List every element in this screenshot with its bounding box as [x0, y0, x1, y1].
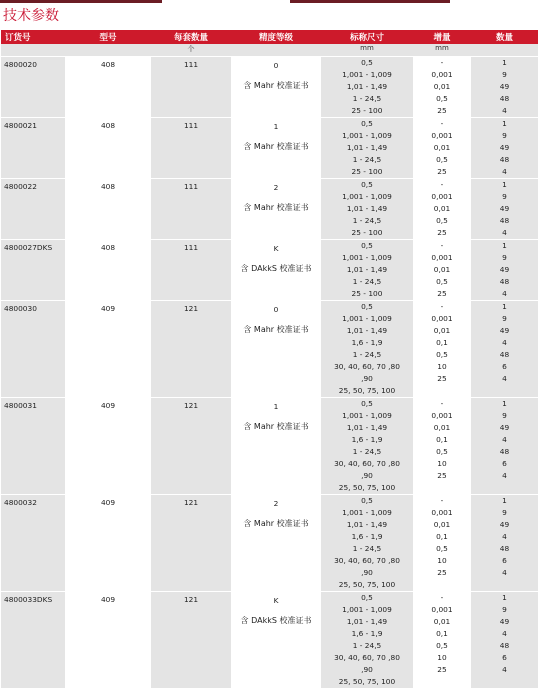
increment: 0,5 — [436, 155, 448, 164]
increment: 25 — [437, 665, 447, 674]
order-number: 4800031 — [1, 398, 65, 495]
grade-cell — [231, 398, 321, 495]
count: 48 — [499, 216, 510, 225]
counts-cell — [471, 240, 538, 301]
model-number: 409 — [65, 592, 151, 689]
increment — [413, 579, 471, 591]
increment: 0,001 — [431, 605, 453, 614]
nominal-size: 1,6 - 1,9 — [351, 629, 383, 638]
increment: 10 — [437, 459, 447, 468]
increments-cell — [413, 592, 471, 689]
nominal-size: 1,6 - 1,9 — [351, 338, 383, 347]
increment: - — [440, 399, 444, 408]
nominal-size: 1 - 24,5 — [352, 641, 382, 650]
table-row — [1, 240, 538, 301]
count: 1 — [502, 302, 507, 311]
nominal-size: 1 - 24,5 — [352, 277, 382, 286]
count: 49 — [499, 520, 510, 529]
order-number: 4800030 — [1, 301, 65, 398]
increment: 0,01 — [433, 82, 451, 91]
increment: 10 — [437, 653, 447, 662]
header-count: 数量 — [471, 30, 538, 44]
grade-value: K — [273, 596, 279, 605]
count: 1 — [502, 593, 507, 602]
count: 1 — [502, 119, 507, 128]
nominal-size: 1,01 - 1,49 — [346, 204, 388, 213]
increment: 0,5 — [436, 544, 448, 553]
nominal-size: 1 - 24,5 — [352, 216, 382, 225]
qty-per-set: 111 — [151, 240, 231, 301]
increments-cell — [413, 179, 471, 240]
grade-value: 0 — [273, 61, 279, 70]
order-number: 4800027DKS — [1, 240, 65, 301]
nominal-size: 1,01 - 1,49 — [346, 143, 388, 152]
count — [471, 482, 538, 494]
model-number: 409 — [65, 495, 151, 592]
header-nominal-size: 标称尺寸 — [321, 30, 413, 44]
nominal-size: 1,001 - 1,009 — [342, 131, 392, 140]
increment: 25 — [437, 374, 447, 383]
count: 4 — [502, 228, 507, 237]
increment — [413, 676, 471, 688]
nominal-size: 30, 40, 60, 70 ,80 — [334, 556, 400, 565]
increment: 0,01 — [433, 265, 451, 274]
count: 1 — [502, 399, 507, 408]
nominal-size: ,90 — [361, 568, 373, 577]
increments-cell — [413, 240, 471, 301]
count — [471, 385, 538, 397]
count: 48 — [499, 350, 510, 359]
count: 4 — [502, 532, 507, 541]
increment: 10 — [437, 556, 447, 565]
qty-per-set: 121 — [151, 398, 231, 495]
count: 6 — [502, 653, 507, 662]
qty-per-set: 121 — [151, 301, 231, 398]
order-number: 4800020 — [1, 57, 65, 118]
nominal-size: 1,01 - 1,49 — [346, 520, 388, 529]
count: 49 — [499, 143, 510, 152]
increment: 0,001 — [431, 192, 453, 201]
increment: 25 — [437, 289, 447, 298]
nominal-size: 1,001 - 1,009 — [342, 508, 392, 517]
nominal-size: 1 - 24,5 — [352, 94, 382, 103]
nominal-sizes-cell — [321, 398, 413, 495]
nominal-size: 0,5 — [361, 58, 373, 67]
model-number: 408 — [65, 118, 151, 179]
count — [471, 676, 538, 688]
qty-per-set: 111 — [151, 118, 231, 179]
increment: - — [440, 302, 444, 311]
nominal-size: 1,01 - 1,49 — [346, 326, 388, 335]
order-number: 4800032 — [1, 495, 65, 592]
nominal-size: 1 - 24,5 — [352, 544, 382, 553]
nominal-size: 30, 40, 60, 70 ,80 — [334, 459, 400, 468]
count: 9 — [502, 192, 507, 201]
nominal-size: 25, 50, 75, 100 — [338, 677, 396, 686]
nominal-size: 1,6 - 1,9 — [351, 532, 383, 541]
nominal-size: 25 - 100 — [351, 289, 383, 298]
increment: - — [440, 496, 444, 505]
grade-cell — [231, 301, 321, 398]
certificate-note: 含 DAkkS 校准证书 — [240, 616, 312, 625]
grade-value: 1 — [273, 402, 279, 411]
count: 1 — [502, 496, 507, 505]
nominal-sizes-cell — [321, 495, 413, 592]
qty-per-set: 111 — [151, 179, 231, 240]
grade-cell — [231, 57, 321, 118]
unit-grade — [231, 44, 321, 57]
increment: 0,001 — [431, 131, 453, 140]
increment — [413, 482, 471, 494]
increment: 0,5 — [436, 94, 448, 103]
counts-cell — [471, 398, 538, 495]
nominal-size: 25, 50, 75, 100 — [338, 386, 396, 395]
count: 9 — [502, 605, 507, 614]
increment: 0,001 — [431, 314, 453, 323]
increment: 0,5 — [436, 350, 448, 359]
increment: - — [440, 58, 444, 67]
increments-cell — [413, 495, 471, 592]
grade-cell — [231, 179, 321, 240]
count: 4 — [502, 289, 507, 298]
nominal-size: 0,5 — [361, 496, 373, 505]
count: 4 — [502, 665, 507, 674]
increment: 0,01 — [433, 617, 451, 626]
increments-cell — [413, 118, 471, 179]
nominal-size: 1,001 - 1,009 — [342, 192, 392, 201]
count: 1 — [502, 58, 507, 67]
nominal-size: ,90 — [361, 471, 373, 480]
increment: - — [440, 241, 444, 250]
qty-per-set: 111 — [151, 57, 231, 118]
increment: 0,01 — [433, 143, 451, 152]
nominal-size: 30, 40, 60, 70 ,80 — [334, 362, 400, 371]
increment: 25 — [437, 167, 447, 176]
grade-cell — [231, 118, 321, 179]
nominal-size: 25, 50, 75, 100 — [338, 483, 396, 492]
nominal-size: 25, 50, 75, 100 — [338, 580, 396, 589]
certificate-note: 含 Mahr 校准证书 — [243, 519, 309, 528]
count: 9 — [502, 411, 507, 420]
count: 4 — [502, 338, 507, 347]
counts-cell — [471, 592, 538, 689]
increment: 25 — [437, 471, 447, 480]
counts-cell — [471, 57, 538, 118]
count: 9 — [502, 70, 507, 79]
nominal-size: 1,6 - 1,9 — [351, 435, 383, 444]
count: 48 — [499, 94, 510, 103]
increment: 10 — [437, 362, 447, 371]
certificate-note: 含 Mahr 校准证书 — [243, 81, 309, 90]
counts-cell — [471, 495, 538, 592]
increment: 25 — [437, 106, 447, 115]
increments-cell — [413, 57, 471, 118]
count: 4 — [502, 435, 507, 444]
count: 4 — [502, 106, 507, 115]
counts-cell — [471, 118, 538, 179]
increment — [413, 385, 471, 397]
nominal-size: 1,001 - 1,009 — [342, 253, 392, 262]
increment: - — [440, 119, 444, 128]
unit-model — [65, 44, 151, 57]
header-increment: 增量 — [413, 30, 471, 44]
increment: 0,1 — [436, 532, 448, 541]
nominal-size: 1,001 - 1,009 — [342, 605, 392, 614]
increment: 0,01 — [433, 423, 451, 432]
certificate-note: 含 Mahr 校准证书 — [243, 142, 309, 151]
table-row — [1, 495, 538, 592]
nominal-size: 0,5 — [361, 302, 373, 311]
grade-value: 0 — [273, 305, 279, 314]
count: 48 — [499, 544, 510, 553]
grade-value: K — [273, 244, 279, 253]
count: 49 — [499, 617, 510, 626]
table-row — [1, 398, 538, 495]
nominal-size: 1 - 24,5 — [352, 447, 382, 456]
unit-count — [471, 44, 538, 57]
nominal-size: 1,01 - 1,49 — [346, 82, 388, 91]
count: 48 — [499, 155, 510, 164]
count: 4 — [502, 167, 507, 176]
count: 1 — [502, 180, 507, 189]
qty-per-set: 121 — [151, 495, 231, 592]
count: 4 — [502, 629, 507, 638]
count: 9 — [502, 314, 507, 323]
increment: 25 — [437, 568, 447, 577]
nominal-size: 30, 40, 60, 70 ,80 — [334, 653, 400, 662]
model-number: 408 — [65, 240, 151, 301]
count: 4 — [502, 374, 507, 383]
nominal-size: 0,5 — [361, 119, 373, 128]
count: 6 — [502, 459, 507, 468]
certificate-note: 含 Mahr 校准证书 — [243, 203, 309, 212]
nominal-size: 1,01 - 1,49 — [346, 617, 388, 626]
increments-cell — [413, 301, 471, 398]
nominal-size: ,90 — [361, 374, 373, 383]
grade-cell — [231, 240, 321, 301]
header-order-no: 订货号 — [1, 30, 65, 44]
increment: 0,5 — [436, 641, 448, 650]
header-grade: 精度等级 — [231, 30, 321, 44]
count: 48 — [499, 641, 510, 650]
model-number: 409 — [65, 301, 151, 398]
nominal-sizes-cell — [321, 179, 413, 240]
unit-increment: mm — [413, 44, 471, 57]
nominal-size: 0,5 — [361, 241, 373, 250]
increment: - — [440, 593, 444, 602]
nominal-size: 0,5 — [361, 180, 373, 189]
increment: 0,1 — [436, 629, 448, 638]
table-row — [1, 592, 538, 689]
increment: 0,01 — [433, 204, 451, 213]
grade-value: 1 — [273, 122, 279, 131]
count: 4 — [502, 568, 507, 577]
table-row — [1, 118, 538, 179]
increment: 0,5 — [436, 216, 448, 225]
nominal-size: ,90 — [361, 665, 373, 674]
increment: 0,5 — [436, 277, 448, 286]
header-qty-per-set: 每套数量 — [151, 30, 231, 44]
table-row — [1, 179, 538, 240]
increment: 0,001 — [431, 70, 453, 79]
nominal-sizes-cell — [321, 118, 413, 179]
count — [471, 579, 538, 591]
count: 6 — [502, 362, 507, 371]
spec-table — [1, 30, 538, 688]
nominal-sizes-cell — [321, 301, 413, 398]
grade-value: 2 — [273, 183, 279, 192]
count: 9 — [502, 131, 507, 140]
nominal-size: 1,01 - 1,49 — [346, 265, 388, 274]
nominal-sizes-cell — [321, 240, 413, 301]
counts-cell — [471, 179, 538, 240]
increment: 0,01 — [433, 326, 451, 335]
increment: 0,001 — [431, 508, 453, 517]
nominal-size: 25 - 100 — [351, 167, 383, 176]
table-row — [1, 301, 538, 398]
increment: 0,001 — [431, 411, 453, 420]
count: 49 — [499, 423, 510, 432]
order-number: 4800022 — [1, 179, 65, 240]
counts-cell — [471, 301, 538, 398]
increment: 25 — [437, 228, 447, 237]
nominal-size: 1,001 - 1,009 — [342, 411, 392, 420]
grade-value: 2 — [273, 499, 279, 508]
count: 1 — [502, 241, 507, 250]
count: 9 — [502, 508, 507, 517]
page-title: 技术参数 — [3, 8, 59, 24]
order-number: 4800021 — [1, 118, 65, 179]
unit-nominal-size: mm — [321, 44, 413, 57]
increment: 0,1 — [436, 435, 448, 444]
nominal-sizes-cell — [321, 592, 413, 689]
top-decoration-line — [0, 0, 539, 4]
certificate-note: 含 DAkkS 校准证书 — [240, 264, 312, 273]
nominal-size: 25 - 100 — [351, 228, 383, 237]
increment: 0,001 — [431, 253, 453, 262]
grade-cell — [231, 495, 321, 592]
count: 48 — [499, 277, 510, 286]
count: 49 — [499, 82, 510, 91]
increment: 0,5 — [436, 447, 448, 456]
model-number: 408 — [65, 57, 151, 118]
certificate-note: 含 Mahr 校准证书 — [243, 325, 309, 334]
nominal-size: 0,5 — [361, 399, 373, 408]
increment: 0,01 — [433, 520, 451, 529]
certificate-note: 含 Mahr 校准证书 — [243, 422, 309, 431]
count: 4 — [502, 471, 507, 480]
nominal-size: 1 - 24,5 — [352, 350, 382, 359]
count: 6 — [502, 556, 507, 565]
model-number: 408 — [65, 179, 151, 240]
order-number: 4800033DKS — [1, 592, 65, 689]
nominal-size: 25 - 100 — [351, 106, 383, 115]
nominal-size: 1,01 - 1,49 — [346, 423, 388, 432]
nominal-size: 0,5 — [361, 593, 373, 602]
table-body — [1, 57, 538, 689]
model-number: 409 — [65, 398, 151, 495]
count: 48 — [499, 447, 510, 456]
nominal-size: 1,001 - 1,009 — [342, 70, 392, 79]
count: 49 — [499, 326, 510, 335]
count: 49 — [499, 204, 510, 213]
nominal-size: 1 - 24,5 — [352, 155, 382, 164]
qty-per-set: 121 — [151, 592, 231, 689]
unit-order-no — [1, 44, 65, 57]
header-model: 型号 — [65, 30, 151, 44]
unit-qty-per-set: 个 — [151, 44, 231, 57]
unit-row — [1, 44, 538, 57]
increments-cell — [413, 398, 471, 495]
table-header-row — [1, 30, 538, 44]
increment: - — [440, 180, 444, 189]
increment: 0,1 — [436, 338, 448, 347]
table-row — [1, 57, 538, 118]
nominal-sizes-cell — [321, 57, 413, 118]
count: 9 — [502, 253, 507, 262]
grade-cell — [231, 592, 321, 689]
nominal-size: 1,001 - 1,009 — [342, 314, 392, 323]
count: 49 — [499, 265, 510, 274]
